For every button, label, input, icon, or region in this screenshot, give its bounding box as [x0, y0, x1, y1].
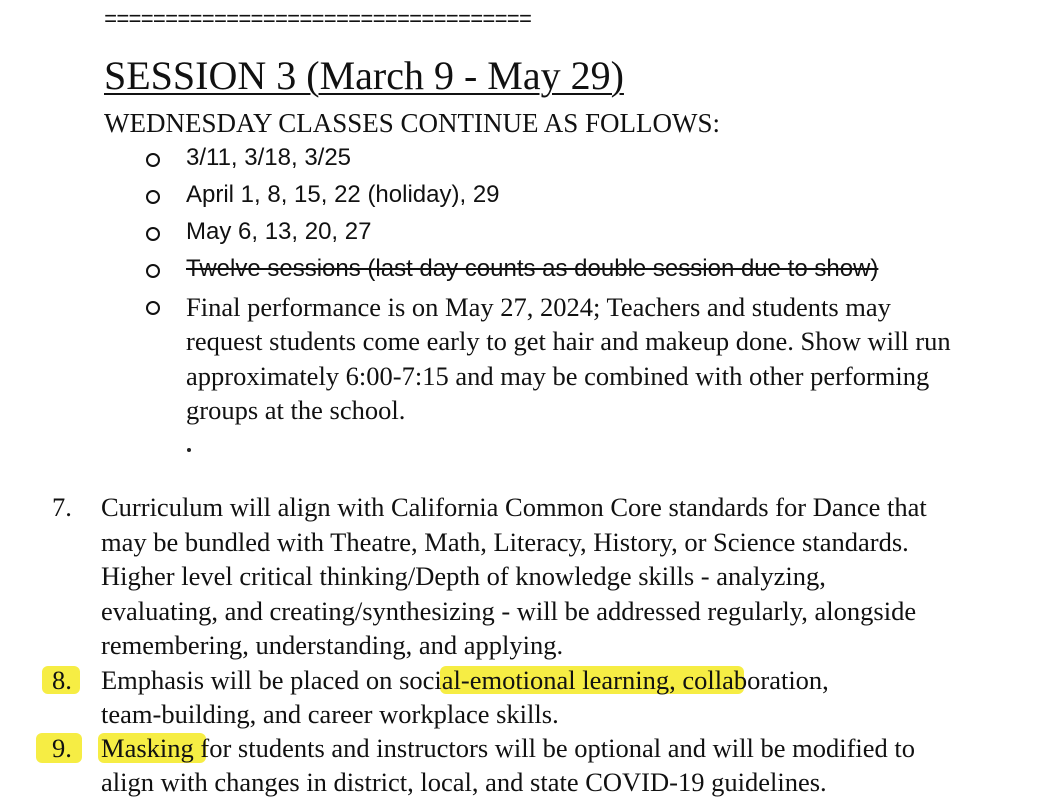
- bullet-circle-icon: [146, 301, 160, 315]
- stray-dot: [187, 448, 191, 452]
- bullet-circle-icon: [146, 190, 160, 204]
- highlighted-phrase: social-emotional learning: [399, 665, 670, 695]
- session-title: SESSION 3 (March 9 - May 29): [104, 53, 624, 98]
- item-text: for students and instructors will be optional and will be modified to: [193, 733, 916, 763]
- schedule-subheading: WEDNESDAY CLASSES CONTINUE AS FOLLOWS:: [104, 108, 721, 138]
- item-line: [101, 733, 915, 764]
- separator-rule: ===================================: [104, 8, 532, 33]
- item-line: align with changes in district, local, and state COVID-19 guidelines.: [101, 767, 827, 797]
- final-performance-line: Final performance is on May 27, 2024; Teachers and students may: [186, 292, 891, 322]
- highlighted-phrase: Masking: [101, 733, 194, 763]
- item-number: 8.: [52, 665, 72, 695]
- bullet-circle-icon: [146, 264, 160, 278]
- item-line: Higher level critical thinking/Depth of knowledge skills - analyzing,: [101, 561, 826, 591]
- final-performance-line: approximately 6:00-7:15 and may be combined with other performing: [186, 361, 930, 391]
- schedule-bullet: 3/11, 3/18, 3/25: [186, 144, 352, 171]
- item-text: Emphasis will be placed on: [101, 665, 400, 695]
- item-line: [101, 665, 829, 696]
- item-text: , collaboration,: [669, 665, 829, 695]
- schedule-bullet: April 1, 8, 15, 22 (holiday), 29: [186, 181, 500, 208]
- final-performance-line: groups at the school.: [186, 395, 406, 425]
- item-number: 7.: [52, 492, 72, 522]
- schedule-bullet: May 6, 13, 20, 27: [186, 218, 372, 245]
- item-line: evaluating, and creating/synthesizing - will be addressed regularly, alongside: [101, 596, 917, 626]
- bullet-circle-icon: [146, 227, 160, 241]
- bullet-circle-icon: [146, 153, 160, 167]
- item-number: 9.: [52, 733, 72, 763]
- item-line: may be bundled with Theatre, Math, Literacy, History, or Science standards.: [101, 527, 909, 557]
- item-line: Curriculum will align with California Common Core standards for Dance that: [101, 492, 927, 522]
- item-line: remembering, understanding, and applying.: [101, 630, 564, 660]
- schedule-bullet-struck: Twelve sessions (last day counts as double session due to show): [186, 255, 879, 282]
- final-performance-line: request students come early to get hair and makeup done. Show will run: [186, 326, 951, 356]
- item-line: team-building, and career workplace skills.: [101, 699, 559, 729]
